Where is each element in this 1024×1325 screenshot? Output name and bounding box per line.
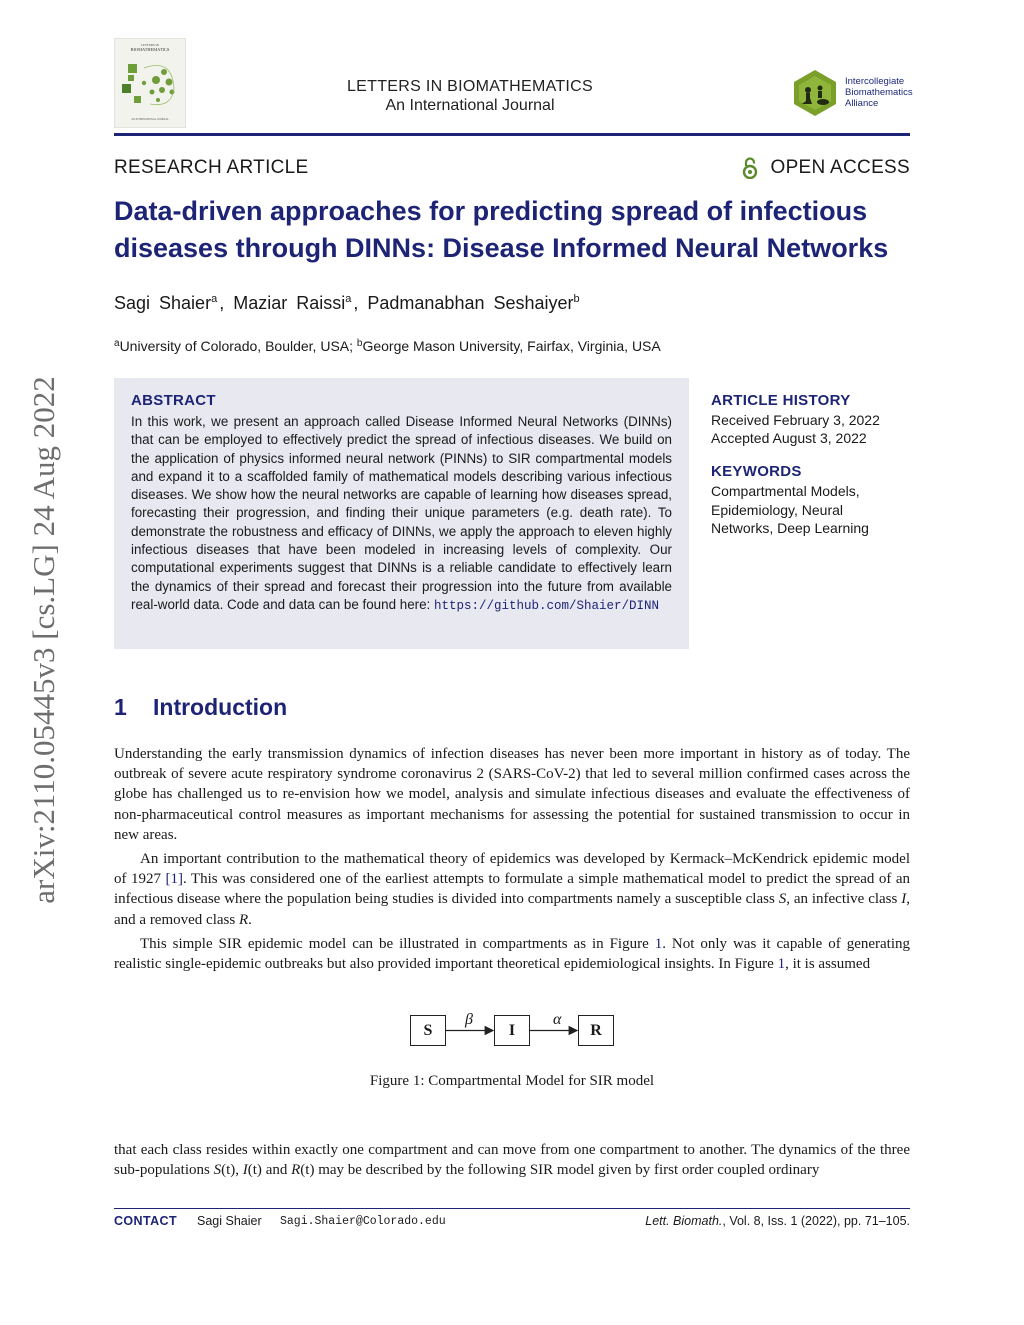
abstract-heading: ABSTRACT — [131, 392, 216, 409]
author-name: Sagi Shaier — [114, 293, 212, 313]
author-affiliation-mark: a — [211, 293, 218, 305]
body-paragraph: An important contribution to the mathematical theory of epidemics was developed by Kermack–McKendrick epidemic model of 1927 [1]. This was considered one of the earliest attempts to formulate a simple mathematical model to predict the spread of an infectious disease where the population being studies is divided into compartments namely a susceptible class S, an infective class I, and a removed class R. — [114, 851, 910, 928]
open-access-label: OPEN ACCESS — [770, 157, 910, 178]
compartment-susceptible: S — [410, 1015, 446, 1046]
open-access-badge — [742, 157, 910, 179]
affiliations: $^a$University of Colorado, Boulder, USA; $^b$George Mason University, Fairfax, Virginia, USA — [114, 338, 661, 354]
alliance-name: Intercollegiate Biomathematics Alliance — [845, 76, 913, 109]
compartment-infective: I — [494, 1015, 530, 1046]
keywords-list: Compartmental Models, Epidemiology, Neural Networks, Deep Learning — [711, 483, 869, 536]
journal-logo-image — [114, 38, 186, 128]
paper-title: Data-driven approaches for predicting spread of infectious diseases through DINNs: Disease Informed Neural Networks — [114, 196, 889, 263]
author-affiliation-mark: a — [345, 293, 352, 305]
keywords-heading: KEYWORDS — [711, 463, 802, 480]
journal-title: LETTERS IN BIOMATHEMATICS — [346, 78, 594, 95]
author-name: Maziar Raissi — [233, 293, 346, 313]
citation-link[interactable]: [1] — [165, 871, 183, 888]
header-divider — [114, 133, 910, 136]
figure-reference-link[interactable]: 1 — [777, 956, 786, 973]
journal-subtitle: An International Journal — [385, 97, 555, 114]
body-paragraph: that each class resides within exactly one compartment and can move from one compartment to another. The dynamics of the three sub-populations S(t), I(t) and R(t) may be described by the following SIR model given by first order coupled ordinary — [114, 1142, 910, 1179]
article-history-heading: ARTICLE HISTORY — [711, 392, 851, 409]
journal-citation: Lett. Biomath., Vol. 8, Iss. 1 (2022), pp. 71–105. — [645, 1214, 910, 1228]
abstract-text: In this work, we present an approach called Disease Informed Neural Networks (DINNs) that can be employed to effectively predict the spread of infectious diseases. We build on the application of physics informed neural network (PINNs) to SIR compartmental models and expand it to a scaffolded family of mathematical models describing various infectious diseases. We show how the neural networks are capable of learning how diseases spread, forecasting their progression, and finding their unique parameters (e.g. death rate). To demonstrate the robustness and efficacy of DINNs, we apply the approach to eleven highly infectious diseases that have been modeled in increasing levels of complexity. Our computational experiments suggest that DINNs is a reliable candidate to effectively learn the dynamics of their spread and forecast their progression into the future from available real-world data. Code and data can be found here: https://github.com/Shaier/DINN — [131, 414, 672, 613]
contact-email-link[interactable]: Sagi.Shaier@Colorado.edu — [280, 1215, 446, 1228]
svg-text:AN INTERNATIONAL JOURNAL: AN INTERNATIONAL JOURNAL — [131, 118, 169, 121]
svg-text:BIOMATHEMATICS: BIOMATHEMATICS — [130, 47, 170, 52]
arxiv-stamp: arXiv:2110.05445v3 [cs.LG] 24 Aug 2022 — [26, 376, 61, 904]
author-affiliation-mark: b — [573, 293, 580, 305]
rate-alpha-label: α — [553, 1011, 562, 1028]
accepted-date: Accepted August 3, 2022 — [711, 430, 867, 446]
section-number: 1 — [114, 694, 127, 720]
received-date: Received February 3, 2022 — [711, 412, 880, 428]
code-repository-link[interactable]: https://github.com/Shaier/DINN — [433, 598, 660, 613]
article-type-label: RESEARCH ARTICLE — [114, 157, 309, 178]
compartment-removed: R — [578, 1015, 614, 1046]
body-paragraph: This simple SIR epidemic model can be illustrated in compartments as in Figure 1. Not only was it capable of generating realistic single-epidemic outbreaks but also provided important theoretical epidemiological insights. In Figure 1, it is assumed — [114, 936, 910, 973]
author-list: Sagi Shaier$^a$ , Maziar Raissi$^a$ , Padmanabhan Seshaiyer$^b$ — [114, 293, 580, 313]
section-title: Introduction — [153, 694, 288, 720]
author-name: Padmanabhan Seshaiyer — [367, 293, 574, 313]
footer-divider — [114, 1208, 910, 1209]
open-lock-icon — [742, 157, 758, 179]
contact-label: CONTACT — [114, 1214, 177, 1228]
figure-caption: Figure 1: Compartmental Model for SIR model — [369, 1073, 655, 1089]
alliance-logo-icon — [790, 68, 840, 118]
figure-reference-link[interactable]: 1 — [654, 936, 663, 952]
section-heading — [114, 694, 287, 721]
body-paragraph: Understanding the early transmission dynamics of infection diseases has never been more important in history as of today. The outbreak of severe acute respiratory syndrome coronavirus 2 (SARS-CoV-2) that led to several million confirmed cases across the globe has challenged us to re-envision how we model, analysis and simulate infectious diseases and evaluate the effectiveness of non-pharmaceutical control measures as important mechanisms for assessing the potential for sustained transmission to occur in new areas. — [114, 746, 910, 843]
rate-beta-label: β — [465, 1011, 473, 1028]
contact-name: Sagi Shaier — [197, 1214, 262, 1228]
svg-text:LETTERS IN: LETTERS IN — [141, 43, 159, 47]
